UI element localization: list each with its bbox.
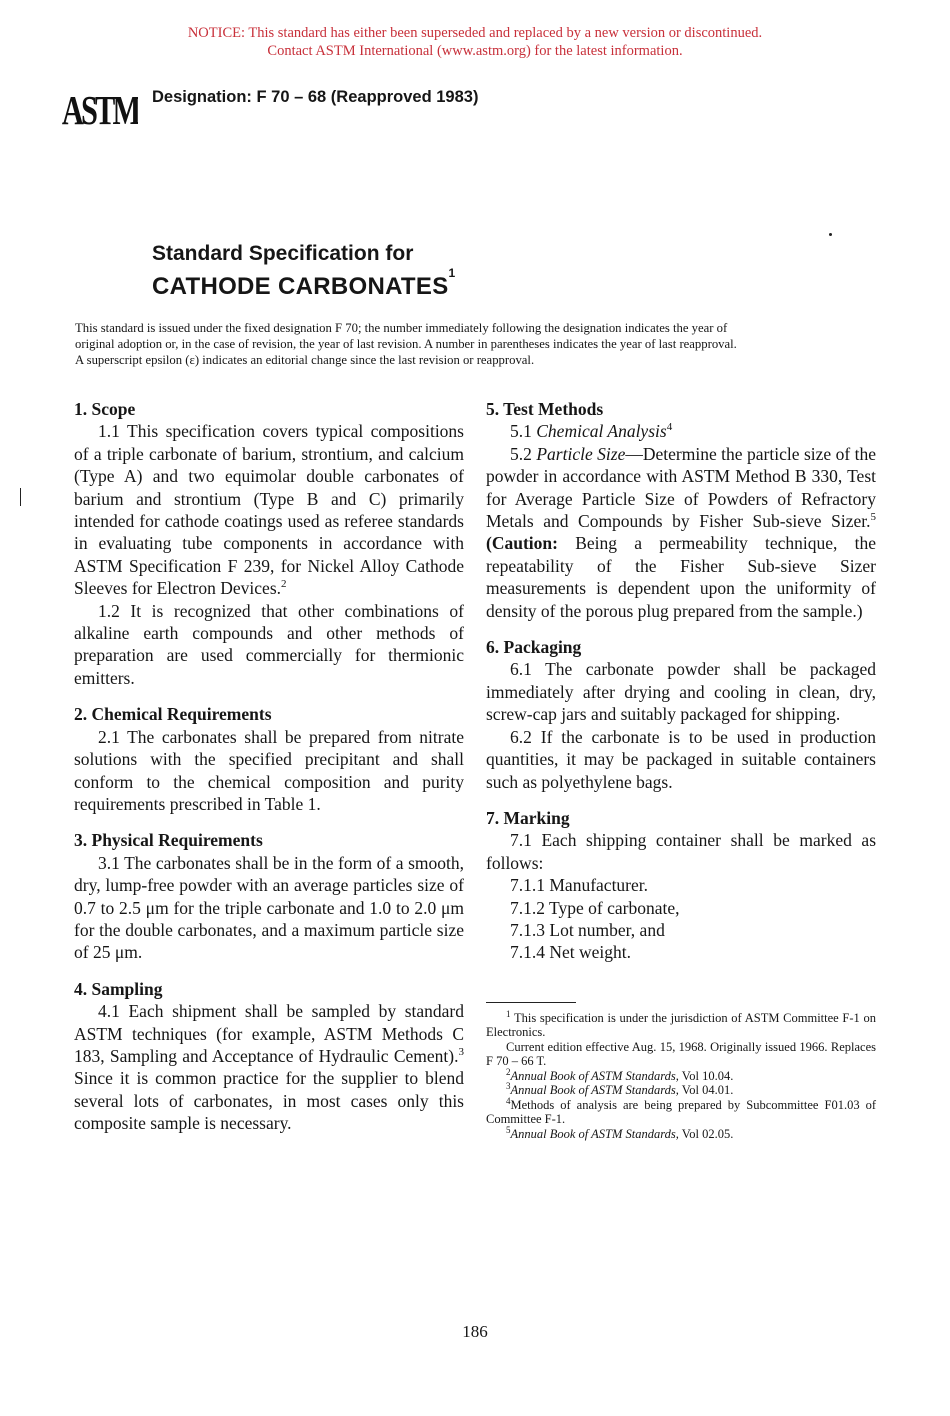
footnote-3-marker: 3 <box>506 1081 511 1092</box>
footnote-ref-3: 3 <box>458 1046 464 1059</box>
paragraph-3-1: 3.1 The carbonates shall be in the form of a smooth, dry, lump-free powder with an average particles size of 0.7 to 2.5 μm for the triple carbonate and 1.0 to 2.0 μm for the double carbonates, and a maximum particle size of 25 μm. <box>74 852 464 963</box>
paragraph-5-1 <box>486 420 876 442</box>
footnote-ref-5: 5 <box>870 511 876 524</box>
intro-line-3a: A superscript epsilon ( <box>75 353 190 367</box>
paragraph-4-1 <box>74 1000 464 1134</box>
list-item: 7.1.1 Manufacturer. <box>510 875 649 896</box>
paragraph-4-1-text: 4.1 Each shipment shall be sampled by standard ASTM techniques (for example, ASTM Methods C 183, Sampling and Acceptance of Hydraulic Cement). <box>74 1001 464 1066</box>
chemical-analysis-label: Chemical Analysis <box>536 421 667 442</box>
paragraph-5-2-text: —Determine the particle size of the powder in accordance with ASTM Method B 330, Test for Average Particle Size of Powders of Refractory Metals and Compounds by Fisher Sub-sieve Sizer. <box>486 443 877 532</box>
footnote-divider <box>486 1002 576 1003</box>
astm-logo-text: ASTM <box>61 87 138 126</box>
notice-line-2: Contact ASTM International (www.astm.org) for the latest information. <box>267 43 683 59</box>
section-heading-test-methods: 5. Test Methods <box>486 399 604 419</box>
paragraph-1-1-text: 1.1 This specification covers typical compositions of a triple carbonate of barium, strontium, and calcium (Type A) and two equimolar double carbonates of barium and strontium (Type B and C) primarily intended for cathode coatings used as referee standards in evaluating tube components in accordance with ASTM Specification F 239, for Nickel Alloy Cathode Sleeves for Electron Devices. <box>74 421 464 599</box>
intro-line-3 <box>75 352 875 368</box>
intro-line-1: This standard is issued under the fixed designation F 70; the number immediately following the designation indicates the year of <box>75 321 728 335</box>
list-item: 7.1.4 Net weight. <box>510 942 632 963</box>
list-item: 7.1.2 Type of carbonate, <box>510 897 680 918</box>
section-heading-physical: 3. Physical Requirements <box>74 830 263 851</box>
footnote-2-vol: Vol 10.04. <box>678 1068 734 1083</box>
title-line-2: CATHODE CARBONATES <box>152 273 449 300</box>
paragraph-6-2: 6.2 If the carbonate is to be used in production quantities, it may be packaged in suitable containers such as polyethylene bags. <box>486 726 876 792</box>
paragraph-1-2: 1.2 It is recognized that other combinations of alkaline earth compounds and other methods of preparation are used commercially for thermionic emitters. <box>74 600 464 688</box>
footnote-3 <box>486 1083 876 1098</box>
footnote-1-marker: 1 <box>506 1008 511 1019</box>
superseded-notice <box>0 24 950 60</box>
footnote-3-vol: Vol 04.01. <box>678 1083 734 1098</box>
footnote-5-book: Annual Book of ASTM Standards, <box>510 1126 679 1141</box>
paragraph-5-2-text-b: Being a permeability technique, the repeatability of the Fisher Sub-sieve Sizer measurements is dependent upon the uniformity of density of the porous plug prepared from the sample.) <box>486 533 876 621</box>
paragraph-5-2-num: 5.2 <box>510 443 537 464</box>
footnote-4 <box>486 1095 876 1127</box>
footnote-2 <box>486 1066 876 1084</box>
footnote-5-vol: Vol 02.05. <box>678 1126 734 1141</box>
section-heading-sampling: 4. Sampling <box>74 978 163 999</box>
footnote-5 <box>486 1124 876 1142</box>
right-column <box>486 398 876 1141</box>
paragraph-6-1: 6.1 The carbonate powder shall be packaged immediately after drying and cooling in clean, dry, screw-cap jars and suitably packaged for shipping. <box>486 659 876 725</box>
footnote-4-text: Methods of analysis are being prepared by Subcommittee F01.03 of Committee F-1. <box>486 1097 876 1127</box>
footnote-1 <box>486 1008 876 1040</box>
title-line-1: Standard Specification for <box>152 242 414 265</box>
section-heading-marking: 7. Marking <box>486 807 570 828</box>
footnote-4-marker: 4 <box>506 1095 511 1106</box>
notice-line-1: NOTICE: This standard has either been superseded and replaced by a new version or discontinued. <box>187 25 763 41</box>
standard-intro-note <box>75 320 875 368</box>
section-heading-scope: 1. Scope <box>74 399 136 419</box>
footnote-5-marker: 5 <box>506 1124 511 1135</box>
paragraph-1-1 <box>74 420 464 599</box>
scan-speck <box>829 233 832 236</box>
list-item: 7.1.3 Lot number, and <box>510 919 665 940</box>
footnote-1b: Current edition effective Aug. 15, 1968. Originally issued 1966. Replaces F 70 – 66 T. <box>486 1039 876 1069</box>
paragraph-7-1: 7.1 Each shipping container shall be marked as follows: <box>486 830 876 873</box>
left-column <box>74 398 464 1135</box>
designation: Designation: F 70 – 68 (Reapproved 1983) <box>152 88 479 106</box>
intro-line-3b: ) indicates an editorial change since the last revision or reapproval. <box>194 353 535 367</box>
section-heading-chemical: 2. Chemical Requirements <box>74 704 272 725</box>
footnote-3-book: Annual Book of ASTM Standards, <box>510 1083 679 1098</box>
paragraph-4-1-text-b: Since it is common practice for the supplier to blend several lots of carbonates, in most cases only this composite sample is necessary. <box>74 1068 464 1134</box>
particle-size-label: Particle Size <box>536 443 626 464</box>
footnote-2-marker: 2 <box>506 1066 511 1077</box>
epsilon-symbol: ε <box>189 353 195 367</box>
footnote-1-text: This specification is under the jurisdiction of ASTM Committee F-1 on Electronics. <box>486 1010 876 1040</box>
caution-label: (Caution: <box>486 533 558 554</box>
paragraph-2-1: 2.1 The carbonates shall be prepared from nitrate solutions with the specified precipitant and shall conform to the chemical composition and purity requirements prescribed in Table 1. <box>74 726 464 814</box>
intro-line-2: original adoption or, in the case of revision, the year of last revision. A number in parentheses indicates the year of last reapproval. <box>75 337 737 351</box>
section-heading-packaging: 6. Packaging <box>486 637 582 658</box>
astm-logo <box>60 72 138 126</box>
page-title <box>152 266 456 301</box>
page-number: 186 <box>462 1322 488 1341</box>
scan-mark <box>20 488 21 506</box>
footnote-ref-4: 4 <box>666 421 673 434</box>
paragraph-5-1-num: 5.1 <box>510 421 537 442</box>
footnote-ref-2: 2 <box>281 578 287 591</box>
title-footnote-ref: 1 <box>448 266 456 280</box>
paragraph-5-2 <box>486 443 876 622</box>
footnote-2-book: Annual Book of ASTM Standards, <box>510 1068 679 1083</box>
